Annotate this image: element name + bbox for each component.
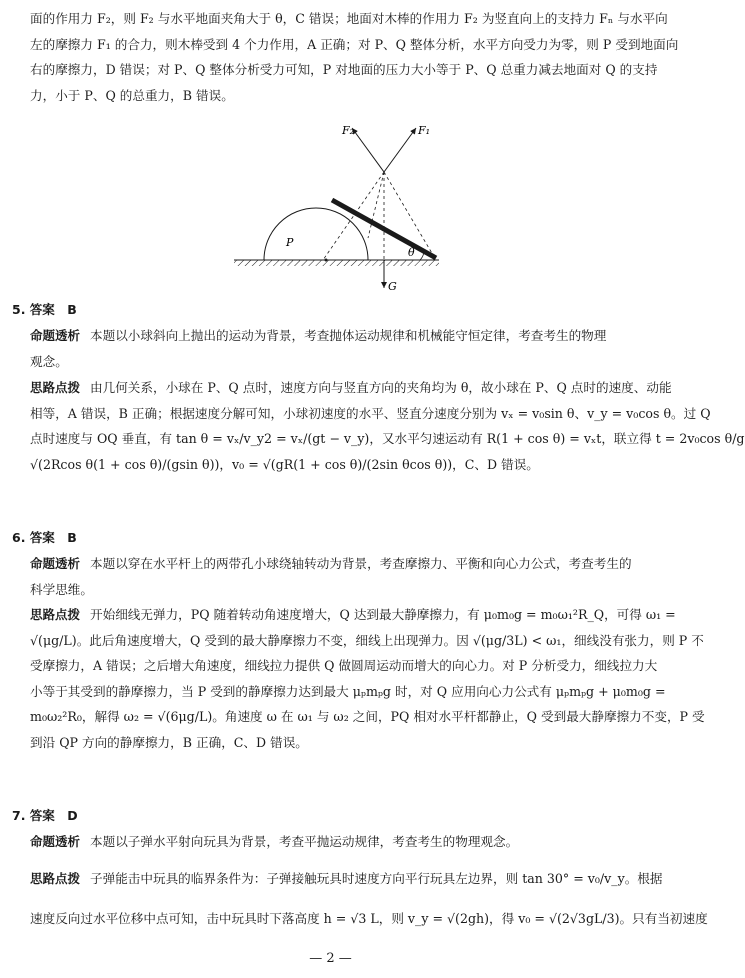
ground-hatch [234,260,439,266]
q5-intro [30,323,636,374]
intro-text: 本题以小球斜向上抛出的运动为背景，考查抛体运动规律和机械能守恒定律，考查考生的物理 [90,328,607,343]
text-line: 到沿 QP 方向的静摩擦力，B 正确，C、D 错误。 [30,734,308,750]
p-label: P [286,236,294,249]
hint-label: 思路点拨 [30,607,81,622]
text-line: 受摩擦力，A 错误；之后增大角速度，细线拉力提供 Q 做圆周运动而增大的向心力。对 P 分析受力，细线拉力大 [30,658,658,673]
force-diagram-svg [228,120,448,295]
hint-label: 思路点拨 [30,871,81,886]
intro-label: 命题透析 [30,328,81,343]
q5-hint [30,375,745,477]
q6-intro [30,551,636,602]
text-line: 右的摩擦力，D 错误；对 P、Q 整体分析受力可知，P 对地面的压力大小等于 P、Q 总重力减去地面对 Q 的支持 [30,62,658,77]
text-line [30,602,676,628]
text-line: 点时速度与 OQ 垂直，有 tan θ = vₓ/v_y2 = vₓ/(gt − v_y)，又水平匀速运动有 R(1 + cos θ) = vₓt，联立得 t = 2v₀cos θ/g [30,431,745,446]
dashed-line [323,172,384,260]
force-f2-arrow [352,128,384,172]
q6-hint [30,602,705,755]
contact-point [325,259,328,262]
intro-label: 命题透析 [30,834,81,849]
q7-hint [30,866,708,931]
hint-text: 开始细线无弹力，PQ 随着转动角速度增大，Q 达到最大静摩擦力，有 μ₀m₀g = m₀ω₁²R_Q，可得 ω₁ = [90,607,676,622]
text-line: 观念。 [30,353,68,369]
text-line: 面的作用力 F₂，则 F₂ 与水平地面夹角大于 θ，C 错误；地面对木棒的作用力 F₂ 为竖直向上的支持力 Fₙ 与水平向 [30,11,668,26]
q7-answer: 7. 答案 D [12,808,78,823]
text-line: 科学思维。 [30,581,93,597]
f1-label: F₁ [418,124,431,137]
text-line [30,323,636,349]
text-line: 力，小于 P、Q 的总重力，B 错误。 [30,87,234,103]
intro-paragraph [30,6,679,108]
f2-label: F₂ [342,124,355,137]
page-number: — 2 — [309,951,352,966]
q6-answer: 6. 答案 B [12,530,77,545]
hint-text: 子弹能击中玩具的临界条件为：子弹接触玩具时速度方向平行玩具左边界，则 tan 30° = v₀/v_y。根据 [90,871,663,886]
text-line [30,375,672,401]
semicircle-p [264,208,368,260]
text-line: 小等于其受到的静摩擦力，当 P 受到的静摩擦力达到最大 μₚmₚg 时，对 Q 应用向心力公式有 μₚmₚg + μ₀m₀g = [30,683,666,699]
intro-label: 命题透析 [30,556,81,571]
force-f1-arrow [384,128,416,172]
hint-text: 由几何关系，小球在 P、Q 点时，速度方向与竖直方向的夹角均为 θ，故小球在 P、Q 点时的速度、动能 [90,380,672,395]
theta-label: θ [408,246,415,259]
force-diagram [228,120,448,295]
text-line: 速度反向过水平位移中点可知，击中玩具时下落高度 h = √3 L，则 v_y = √(2gh)，得 v₀ = √(2√3gL/3)。只有当初速度 [30,910,708,926]
text-line: m₀ω₂²R₀，解得 ω₂ = √(6μg/L)。角速度 ω 在 ω₁ 与 ω₂ 之间，PQ 相对水平杆都静止，Q 受到最大静摩擦力不变，P 受 [30,709,705,724]
text-line: 左的摩擦力 F₁ 的合力，则木棒受到 4 个力作用，A 正确；对 P、Q 整体分析，水平方向受力为零，则 P 受到地面向 [30,36,679,52]
hint-label: 思路点拨 [30,380,81,395]
intro-text: 本题以子弹水平射向玩具为背景，考查平抛运动规律，考查考生的物理观念。 [90,834,519,849]
text-line [30,866,663,892]
q7-intro [30,829,636,855]
intro-text: 本题以穿在水平杆上的两带孔小球绕轴转动为背景，考查摩擦力、平衡和向心力公式，考查考生的 [90,556,632,571]
q5-answer: 5. 答案 B [12,302,77,317]
text-line: √(2Rcos θ(1 + cos θ)/(gsin θ))，v₀ = √(gR(1 + cos θ)/(2sin θcos θ))，C、D 错误。 [30,456,539,472]
g-label: G [388,280,397,293]
text-line: 相等，A 错误，B 正确；根据速度分解可知，小球初速度的水平、竖直分速度分别为 vₓ = v₀sin θ、v_y = v₀cos θ。过 Q [30,405,711,421]
text-line [30,551,636,577]
text-line [30,829,636,855]
text-line: √(μg/L)。此后角速度增大，Q 受到的最大静摩擦力不变，细线上出现弹力。因 √(μg/3L) < ω₁，细线没有张力，则 P 不 [30,632,704,648]
